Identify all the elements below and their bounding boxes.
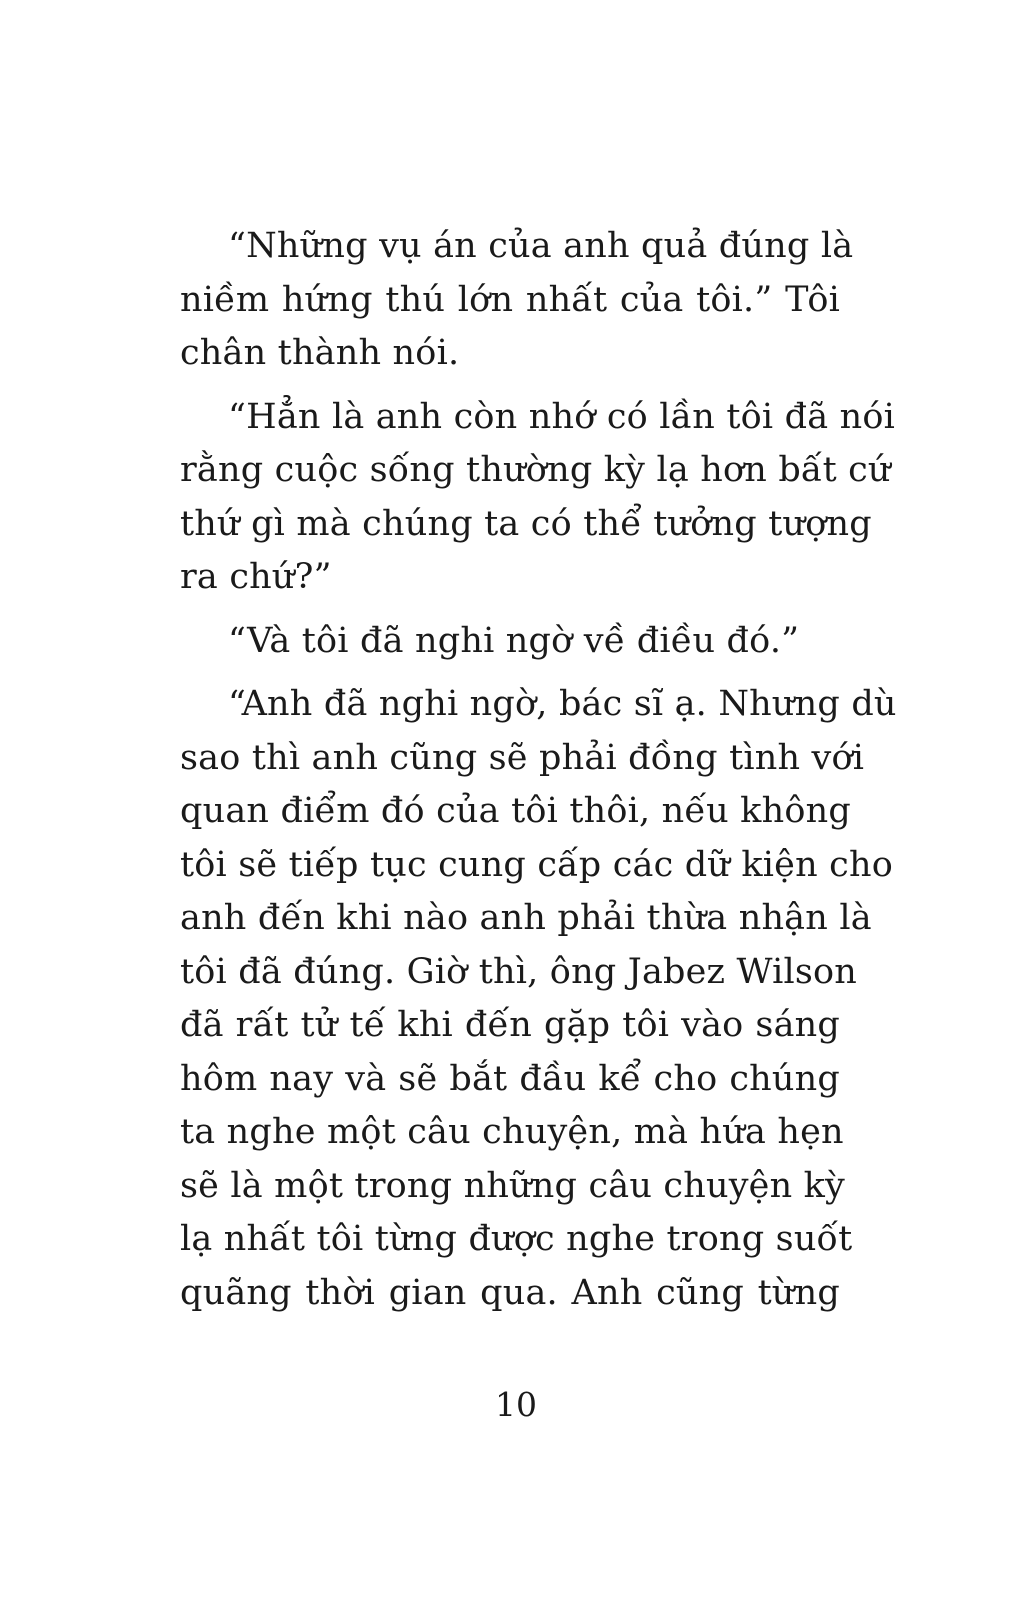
- text-line: niềm hứng thú lớn nhất của tôi.” Tôi: [180, 279, 840, 320]
- text-line: quãng thời gian qua. Anh cũng từng: [180, 1272, 840, 1313]
- page-number: 10: [495, 1385, 537, 1424]
- text-line: anh đến khi nào anh phải thừa nhận là: [180, 898, 872, 938]
- text-line: tôi đã đúng. Giờ thì, ông Jabez Wilson: [180, 951, 858, 992]
- paragraph-3: [180, 615, 840, 669]
- text-line: “Và tôi đã nghi ngờ về điều đó.”: [228, 620, 800, 661]
- text-line: tôi sẽ tiếp tục cung cấp các dữ kiện cho: [180, 844, 893, 885]
- text-line: chân thành nói.: [180, 333, 460, 373]
- paragraph-2: [180, 391, 895, 605]
- text-line: “Hẳn là anh còn nhớ có lần tôi đã nói: [228, 396, 895, 437]
- body-text: [180, 220, 897, 1330]
- text-line: quan điểm đó của tôi thôi, nếu không: [180, 791, 851, 831]
- text-line: thứ gì mà chúng ta có thể tưởng tượng: [180, 503, 872, 544]
- text-line: ra chứ?”: [180, 557, 332, 597]
- text-line: sao thì anh cũng sẽ phải đồng tình với: [180, 737, 865, 778]
- text-line: rằng cuộc sống thường kỳ lạ hơn bất cứ: [180, 450, 891, 490]
- text-line: ta nghe một câu chuyện, mà hứa hẹn: [180, 1112, 844, 1152]
- text-line: lạ nhất tôi từng được nghe trong suốt: [180, 1219, 853, 1259]
- text-line: đã rất tử tế khi đến gặp tôi vào sáng: [180, 1005, 840, 1045]
- text-line: hôm nay và sẽ bắt đầu kể cho chúng: [180, 1058, 840, 1099]
- text-line: “Những vụ án của anh quả đúng là: [228, 226, 854, 266]
- text-line: “Anh đã nghi ngờ, bác sĩ ạ. Nhưng dù: [228, 684, 897, 724]
- text-line: sẽ là một trong những câu chuyện kỳ: [180, 1165, 846, 1206]
- paragraph-4: [180, 678, 897, 1320]
- paragraph-1: [180, 220, 854, 381]
